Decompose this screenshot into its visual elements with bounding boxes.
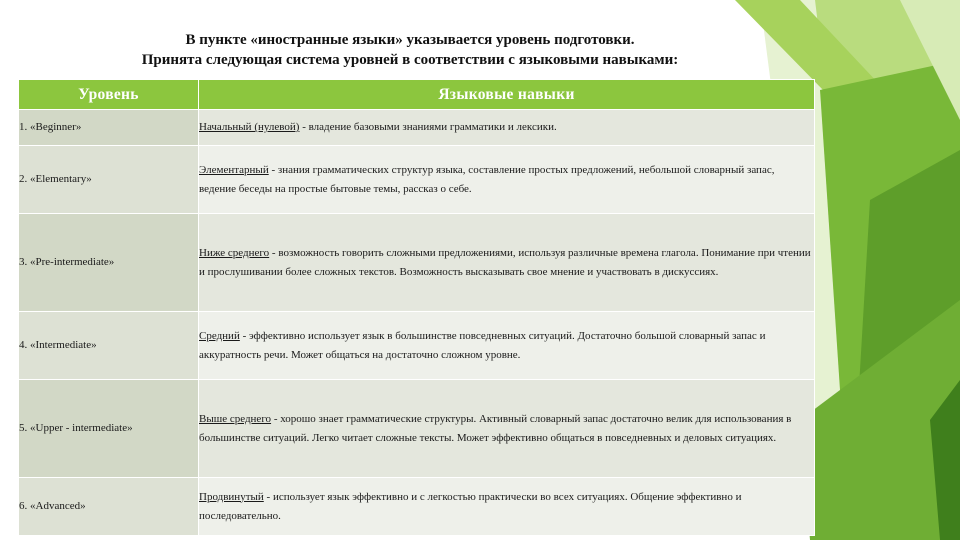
table-row [19, 478, 815, 536]
table-header-row [19, 80, 815, 110]
level-term: Ниже среднего [199, 246, 270, 259]
skills-cell [199, 214, 815, 312]
level-cell: 5. «Upper - intermediate» [19, 380, 199, 478]
level-term: Начальный (нулевой) [199, 121, 300, 133]
level-description: - использует язык эффективно и с легкостью практически во всех ситуациях. Общение эффективно и последовательно. [199, 490, 742, 522]
skills-cell [199, 312, 815, 380]
header-level: Уровень [19, 80, 199, 110]
level-cell: 2. «Elementary» [19, 146, 199, 214]
level-cell: 3. «Pre-intermediate» [19, 214, 199, 312]
table-row [19, 214, 815, 312]
skills-cell [199, 478, 815, 536]
skills-cell [199, 110, 815, 146]
level-description: - возможность говорить сложными предложениями, используя различные времена глагола. Понимание при чтении и прослушивании более сложных текстов. Возможность высказывать свое мнение и участвовать в дискуссиях. [199, 246, 811, 278]
page-title [30, 30, 790, 70]
table-row [19, 380, 815, 478]
level-cell: 6. «Advanced» [19, 478, 199, 536]
language-levels-table [18, 79, 815, 536]
table-row [19, 146, 815, 214]
level-cell: 4. «Intermediate» [19, 312, 199, 380]
level-term: Элементарный [199, 163, 269, 176]
level-description: - эффективно использует язык в большинстве повседневных ситуаций. Достаточно большой словарный запас и аккуратность речи. Может общаться на достаточно сложном уровне. [199, 329, 766, 361]
level-description: - владение базовыми знаниями грамматики и лексики. [299, 121, 557, 133]
level-description: - знания грамматических структур языка, составление простых предложений, небольшой словарный запас, ведение беседы на простые бытовые темы, рассказ о себе. [199, 163, 775, 195]
title-line-2: Принята следующая система уровней в соответствии с языковыми навыками: [141, 52, 679, 68]
table-row [19, 312, 815, 380]
table-row [19, 110, 815, 146]
skills-cell [199, 380, 815, 478]
level-description: - хорошо знает грамматические структуры. Активный словарный запас достаточно велик для использования в большинстве ситуаций. Легко читает сложные тексты. Может эффективно общаться в повседневных и деловых ситуациях. [199, 412, 792, 444]
level-term: Средний [199, 329, 240, 342]
level-term: Продвинутый [199, 490, 264, 503]
title-line-1: В пункте «иностранные языки» указывается уровень подготовки. [185, 32, 635, 48]
skills-cell [199, 146, 815, 214]
header-skills: Языковые навыки [199, 80, 815, 110]
level-cell: 1. «Beginner» [19, 110, 199, 146]
level-term: Выше среднего [199, 412, 272, 425]
